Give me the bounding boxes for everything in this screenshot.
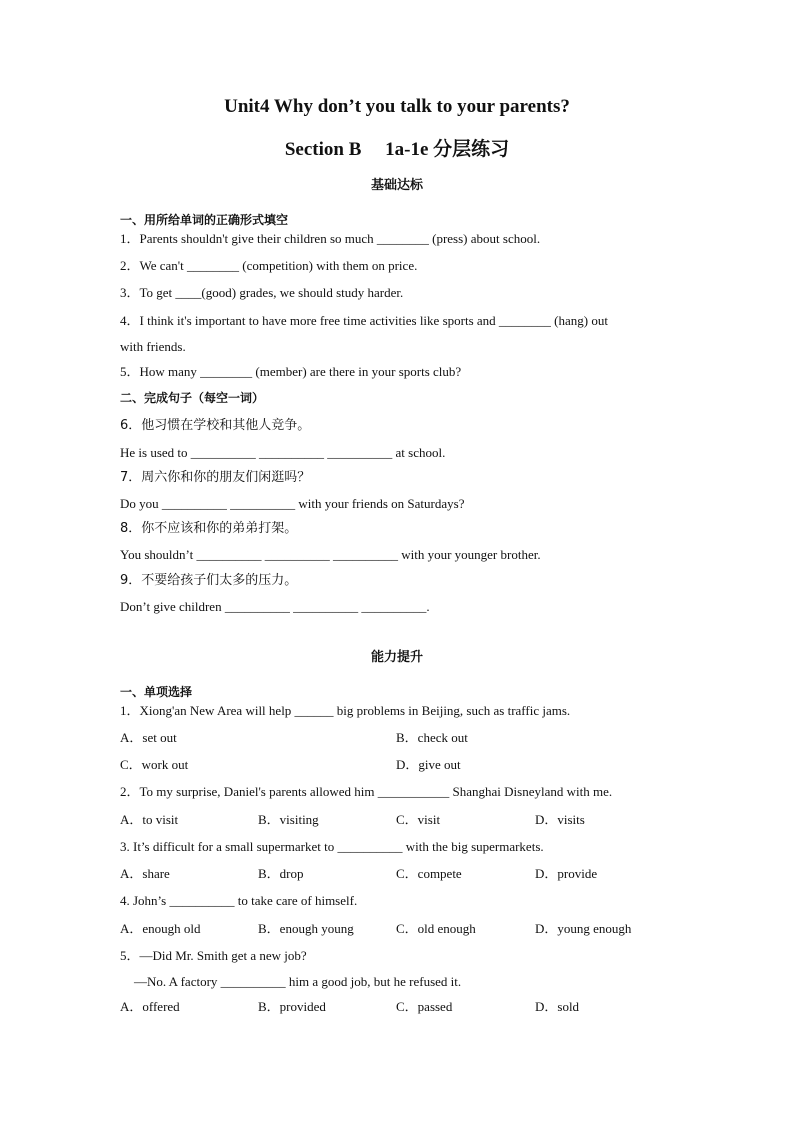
question-7-english: Do you __________ __________ with your friends on Saturdays? <box>120 496 465 511</box>
mc4-option-c: C．old enough <box>396 921 476 936</box>
mc3-option-b: B．drop <box>258 866 304 881</box>
mc4-option-a: A．enough old <box>120 921 201 936</box>
mc3-option-c: C．compete <box>396 866 462 881</box>
part2-title: 能力提升 <box>370 650 423 665</box>
part1-title: 基础达标 <box>370 178 423 193</box>
question-6-english: He is used to __________ __________ __________ at school. <box>120 445 446 460</box>
mc5-option-b: B．provided <box>258 999 326 1014</box>
question-1: 1．Parents shouldn't give their children so much ________ (press) about school. <box>120 231 541 246</box>
question-9-english: Don’t give children __________ __________ __________. <box>120 599 430 614</box>
question-4-line1: 4．I think it's important to have more free time activities like sports and ________ (hang) out <box>120 313 608 328</box>
mc1-option-a: A．set out <box>120 730 177 745</box>
mc2-option-b: B．visiting <box>258 812 319 827</box>
mc1-option-d: D．give out <box>396 757 461 772</box>
question-4-line2: with friends. <box>120 339 186 354</box>
mc-question-5-line1: 5．—Did Mr. Smith get a new job? <box>120 948 307 963</box>
question-8-english: You shouldn’t __________ __________ __________ with your younger brother. <box>120 547 541 562</box>
mc3-option-d: D．provide <box>535 866 598 881</box>
mc-question-2: 2．To my surprise, Daniel's parents allowed him ___________ Shanghai Disneyland with me. <box>120 784 613 799</box>
mc-question-5-line2: —No. A factory __________ him a good job, but he refused it. <box>134 974 462 989</box>
page-title: Unit4 Why don’t you talk to your parents? <box>224 96 570 117</box>
mc1-option-c: C．work out <box>120 757 189 772</box>
page-subtitle: Section B 1a-1e 分层练习 <box>284 139 510 160</box>
part1-section2-heading: 二、完成句子（每空一词） <box>120 391 265 405</box>
mc-question-1: 1．Xiong'an New Area will help ______ big problems in Beijing, such as traffic jams. <box>120 703 571 718</box>
mc3-option-a: A．share <box>120 866 170 881</box>
question-2: 2．We can't ________ (competition) with them on price. <box>120 258 418 273</box>
question-5: 5．How many ________ (member) are there in your sports club? <box>120 364 462 379</box>
mc4-option-d: D．young enough <box>535 921 632 936</box>
mc2-option-d: D．visits <box>535 812 585 827</box>
mc2-option-a: A．to visit <box>120 812 179 827</box>
part2-section1-heading: 一、单项选择 <box>120 685 193 699</box>
question-9-chinese: 9．不要给孩子们太多的压力。 <box>120 573 298 588</box>
mc2-option-c: C．visit <box>396 812 441 827</box>
mc-question-4: 4. John’s __________ to take care of himself. <box>120 893 358 908</box>
mc5-option-c: C．passed <box>396 999 453 1014</box>
question-8-chinese: 8．你不应该和你的弟弟打架。 <box>120 521 298 536</box>
mc4-option-b: B．enough young <box>258 921 354 936</box>
mc5-option-d: D．sold <box>535 999 580 1014</box>
question-3: 3．To get ____(good) grades, we should study harder. <box>120 285 404 300</box>
question-7-chinese: 7．周六你和你的朋友们闲逛吗？ <box>120 470 311 485</box>
part1-section1-heading: 一、用所给单词的正确形式填空 <box>120 213 289 227</box>
question-6-chinese: 6．他习惯在学校和其他人竞争。 <box>120 418 311 433</box>
mc1-option-b: B．check out <box>396 730 468 745</box>
mc5-option-a: A．offered <box>120 999 180 1014</box>
mc-question-3: 3. It’s difficult for a small supermarket to __________ with the big supermarkets. <box>120 839 544 854</box>
